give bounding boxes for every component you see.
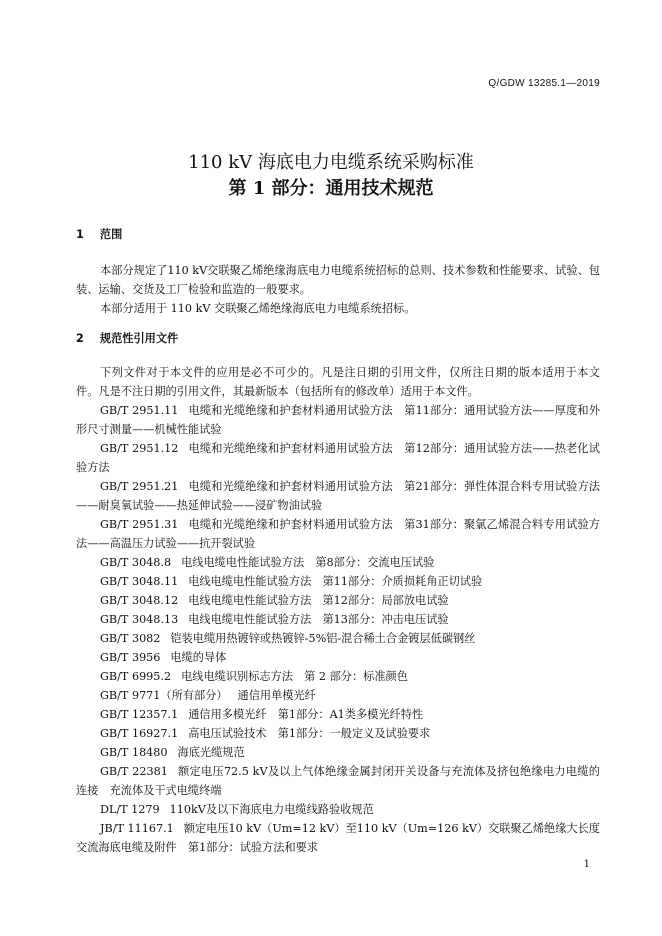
reference-item xyxy=(76,572,600,591)
reference-title: 电缆和光缆绝缘和护套材料通用试验方法 第21部分：弹性体混合料专用试验方法——耐臭氧试验——热延伸试验——浸矿物油试验 xyxy=(76,480,600,512)
reference-title: 海底光缆规范 xyxy=(177,746,245,759)
section-title: 规范性引用文件 xyxy=(99,332,179,345)
reference-item xyxy=(76,629,600,648)
reference-code: GB/T 3048.13 xyxy=(100,613,179,626)
reference-title: 电线电缆电性能试验方法 第8部分：交流电压试验 xyxy=(181,556,435,569)
reference-title: 通信用单模光纤 xyxy=(237,689,316,702)
reference-title: 电线电缆电性能试验方法 第11部分：介质损耗角正切试验 xyxy=(188,575,483,588)
reference-code: GB/T 3048.12 xyxy=(100,594,179,607)
reference-title: 高电压试验技术 第1部分：一般定义及试验要求 xyxy=(188,727,431,740)
reference-code: JB/T 11167.1 xyxy=(100,822,174,835)
section-number: 2 xyxy=(76,332,84,345)
reference-title: 额定电压10 kV（Um=12 kV）至110 kV（Um=126 kV）交联聚乙烯绝缘大长度交流海底电缆及附件 第1部分：试验方法和要求 xyxy=(76,822,600,854)
reference-title: 电缆和光缆绝缘和护套材料通用试验方法 第12部分：通用试验方法——热老化试验方法 xyxy=(76,442,600,474)
reference-code: GB/T 2951.12 xyxy=(100,442,179,455)
scope-paragraph: 本部分适用于 110 kV 交联聚乙烯绝缘海底电力电缆系统招标。 xyxy=(100,302,416,315)
section-number: 1 xyxy=(76,228,84,241)
reference-item xyxy=(76,667,600,686)
references-intro: 下列文件对于本文件的应用是必不可少的。凡是注日期的引用文件，仅所注日期的版本适用于本文件。凡是不注日期的引用文件，其最新版本（包括所有的修改单）适用于本文件。 xyxy=(76,366,600,398)
reference-code: GB/T 3048.11 xyxy=(100,575,179,588)
reference-item xyxy=(76,439,600,477)
reference-code: GB/T 16927.1 xyxy=(100,727,179,740)
reference-title: 110kV及以下海底电力电缆线路验收规范 xyxy=(169,803,374,816)
scope-body xyxy=(76,261,600,318)
reference-item xyxy=(76,705,600,724)
reference-item xyxy=(76,762,600,800)
reference-item xyxy=(76,800,600,819)
reference-code: GB/T 3956 xyxy=(100,651,161,664)
standard-code: Q/GDW 13285.1—2019 xyxy=(488,78,600,89)
reference-title: 通信用多模光纤 第1部分：A1类多模光纤特性 xyxy=(188,708,424,721)
reference-code: DL/T 1279 xyxy=(100,803,160,816)
reference-code: GB/T 3082 xyxy=(100,632,161,645)
reference-code: GB/T 2951.11 xyxy=(100,404,179,417)
reference-code: GB/T 12357.1 xyxy=(100,708,179,721)
scope-paragraph: 本部分规定了110 kV交联聚乙烯绝缘海底电力电缆系统招标的总则、技术参数和性能要求、试验、包装、运输、交货及工厂检验和监造的一般要求。 xyxy=(76,264,600,296)
reference-item xyxy=(76,743,600,762)
reference-code: GB/T 2951.31 xyxy=(100,518,179,531)
reference-title: 电缆的导体 xyxy=(170,651,227,664)
reference-title: 电缆和光缆绝缘和护套材料通用试验方法 第11部分：通用试验方法——厚度和外形尺寸测量——机械性能试验 xyxy=(76,404,600,436)
reference-item xyxy=(76,477,600,515)
section-heading-normative-references xyxy=(76,330,178,346)
reference-title: 电线电缆识别标志方法 第 2 部分：标准颜色 xyxy=(181,670,408,683)
reference-title: 额定电压72.5 kV及以上气体绝缘金属封闭开关设备与充流体及挤包绝缘电力电缆的连接 充流体及干式电缆终端 xyxy=(76,765,600,797)
page-number: 1 xyxy=(583,859,590,870)
document-title: 110 kV 海底电力电缆系统采购标准 xyxy=(188,152,474,173)
reference-item xyxy=(76,724,600,743)
reference-title: 铠装电缆用热镀锌或热镀锌-5%铝-混合稀土合金镀层低碳钢丝 xyxy=(170,632,476,645)
reference-item xyxy=(76,648,600,667)
reference-title: 电线电缆电性能试验方法 第12部分：局部放电试验 xyxy=(188,594,449,607)
reference-code: GB/T 6995.2 xyxy=(100,670,172,683)
reference-item xyxy=(76,686,600,705)
reference-item xyxy=(76,819,600,857)
reference-item xyxy=(76,591,600,610)
reference-item xyxy=(76,401,600,439)
reference-code: GB/T 3048.8 xyxy=(100,556,172,569)
section-heading-scope xyxy=(76,226,122,242)
reference-code: GB/T 22381 xyxy=(100,765,168,778)
reference-list xyxy=(76,363,600,857)
reference-item xyxy=(76,553,600,572)
reference-code: GB/T 9771（所有部分） xyxy=(100,689,228,702)
reference-code: GB/T 18480 xyxy=(100,746,168,759)
section-title: 范围 xyxy=(99,228,123,241)
reference-code: GB/T 2951.21 xyxy=(100,480,179,493)
reference-title: 电缆和光缆绝缘和护套材料通用试验方法 第31部分：聚氯乙烯混合料专用试验方法——高温压力试验——抗开裂试验 xyxy=(76,518,600,550)
reference-item xyxy=(76,610,600,629)
reference-title: 电线电缆电性能试验方法 第13部分：冲击电压试验 xyxy=(188,613,449,626)
reference-item xyxy=(76,515,600,553)
document-subtitle: 第 1 部分：通用技术规范 xyxy=(228,178,434,199)
